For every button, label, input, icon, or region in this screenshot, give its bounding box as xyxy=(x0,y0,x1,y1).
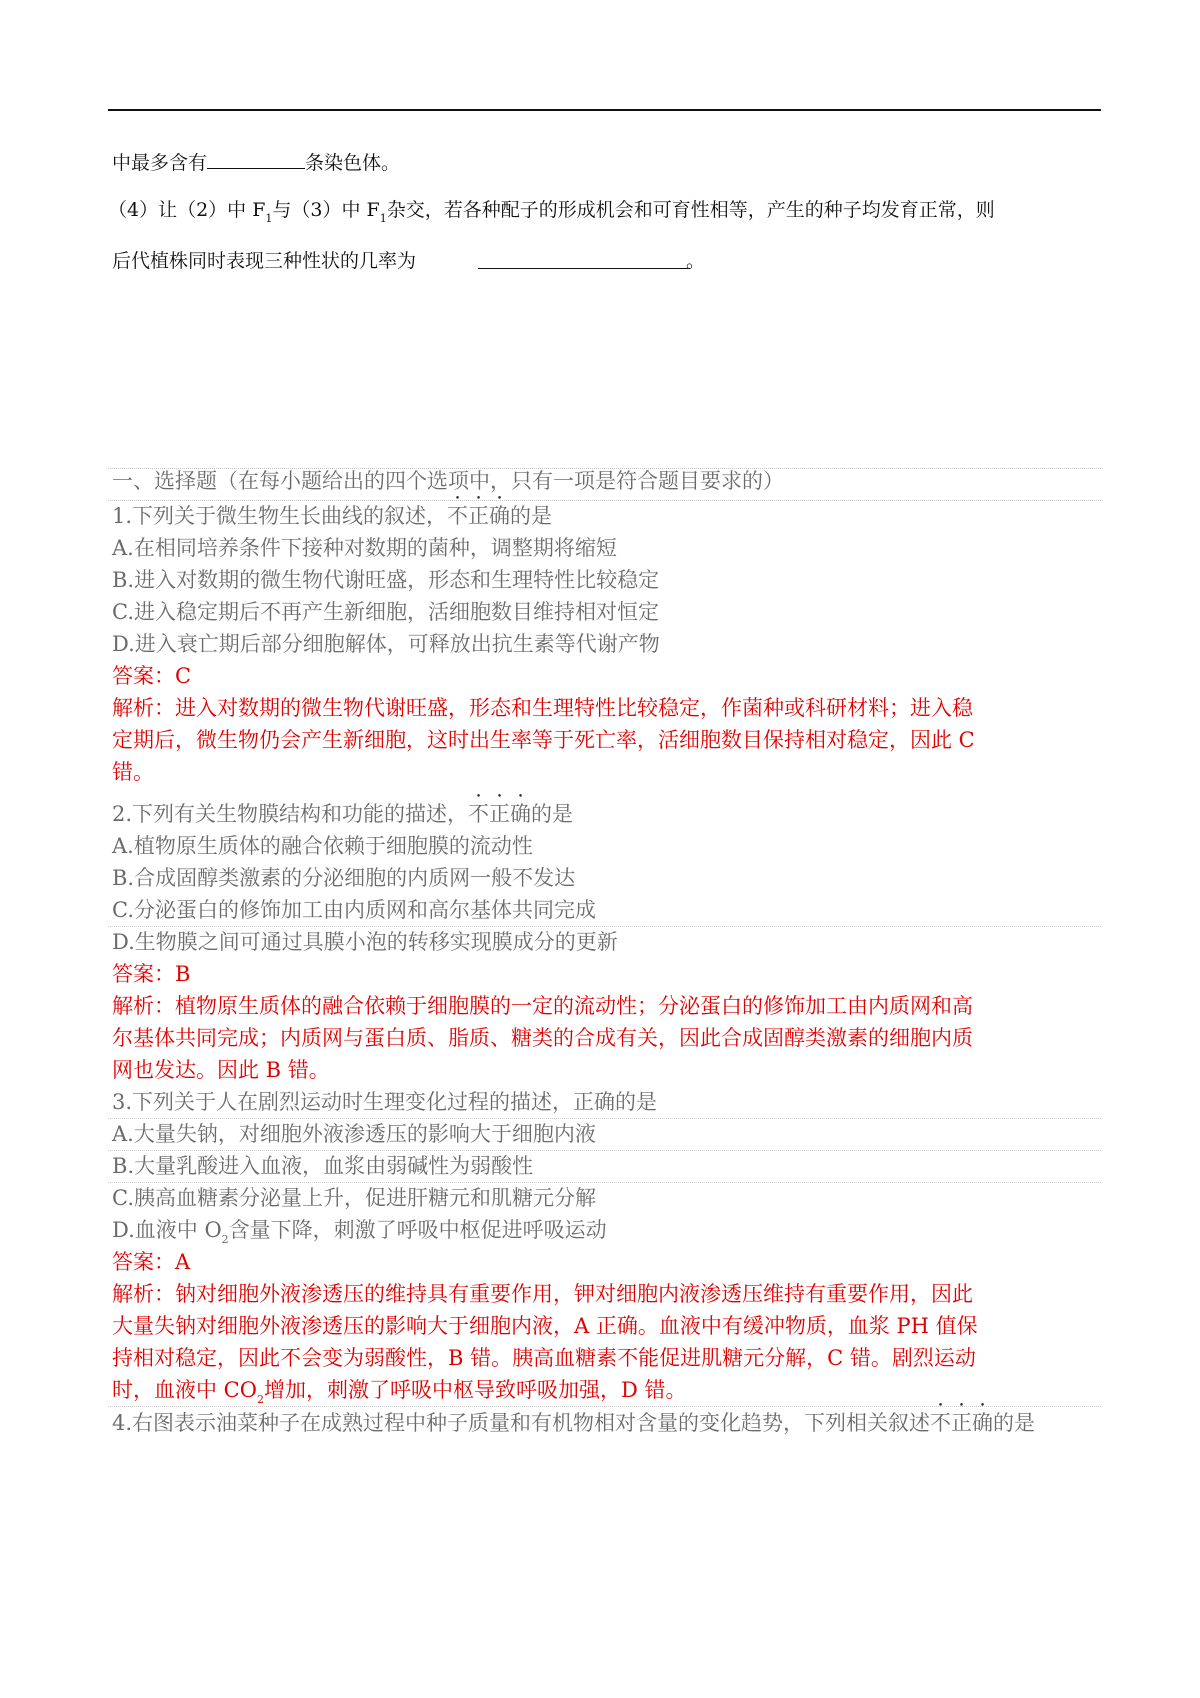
question-2-option-b: B.合成固醇类激素的分泌细胞的内质网一般不发达 xyxy=(112,866,576,890)
analysis-text: 增加，刺激了呼吸中枢导致呼吸加强，D 错。 xyxy=(263,1378,687,1402)
fragment-text: （4）让（2）中 F xyxy=(108,199,266,221)
question-3-analysis-line: 大量失钠对细胞外液渗透压的影响大于细胞内液，A 正确。血液中有缓冲物质，血浆 PH 值保 xyxy=(112,1314,978,1338)
question-3-option-c: C.胰高血糖素分泌量上升，促进肝糖元和肌糖元分解 xyxy=(112,1186,596,1210)
analysis-text: 时，血液中 CO xyxy=(112,1378,257,1402)
question-1-analysis-line: 错。 xyxy=(112,760,154,784)
fragment-text: 杂交，若各种配子的形成机会和可育性相等，产生的种子均发育正常，则 xyxy=(386,199,995,221)
question-3-analysis-line: 持相对稳定，因此不会变为弱酸性，B 错。胰高血糖素不能促进肌糖元分解，C 错。剧烈运动 xyxy=(112,1346,976,1370)
question-3-analysis-line: 解析：钠对细胞外液渗透压的维持具有重要作用，钾对细胞内液渗透压维持有重要作用，因此 xyxy=(112,1282,973,1306)
question-1-option-b: B.进入对数期的微生物代谢旺盛，形态和生理特性比较稳定 xyxy=(112,568,660,592)
question-2-answer: 答案：B xyxy=(112,962,191,986)
option-text: 含量下降，刺激了呼吸中枢促进呼吸运动 xyxy=(228,1218,607,1242)
question-3-analysis-line xyxy=(112,1375,686,1409)
emphasis-char: 正 xyxy=(951,1411,973,1435)
option-text: D.血液中 O xyxy=(112,1218,222,1242)
fragment-text: 后代植株同时表现三种性状的几率为 xyxy=(112,250,417,272)
question-1-option-d: D.进入衰亡期后部分细胞解体，可释放出抗生素等代谢产物 xyxy=(112,632,660,656)
question-1-stem xyxy=(112,501,552,531)
fragment-line-1 xyxy=(112,150,400,176)
question-2-stem xyxy=(112,799,573,829)
emphasis-char: 不 xyxy=(468,802,490,826)
emphasis-char: 正 xyxy=(489,802,511,826)
emphasis-char: 确 xyxy=(972,1411,994,1435)
question-3-option-a: A.大量失钠，对细胞外液渗透压的影响大于细胞内液 xyxy=(112,1122,596,1146)
question-3-stem: 3.下列关于人在剧烈运动时生理变化过程的描述，正确的是 xyxy=(112,1090,658,1114)
emphasis-char: 正 xyxy=(468,504,490,528)
stem-text: 的是 xyxy=(531,802,574,826)
question-4-stem xyxy=(112,1407,1100,1439)
question-3-option-b: B.大量乳酸进入血液，血浆由弱碱性为弱酸性 xyxy=(112,1154,534,1178)
stem-text: 4.右图表示油菜种子在成熟过程中种子质量和有机物相对含量的变化趋势，下列相关叙述 xyxy=(112,1411,931,1435)
stem-text: 的是 xyxy=(510,504,553,528)
subscript: 1 xyxy=(379,212,387,225)
fragment-text: 。 xyxy=(686,250,706,272)
question-3-answer: 答案：A xyxy=(112,1250,191,1274)
fragment-text: 与（3）中 F xyxy=(272,199,380,221)
stem-text: 1.下列关于微生物生长曲线的叙述， xyxy=(112,504,448,528)
question-2-option-d: D.生物膜之间可通过具膜小泡的转移实现膜成分的更新 xyxy=(112,930,618,954)
emphasis-char: 不 xyxy=(447,504,469,528)
answer-blank xyxy=(207,150,305,169)
subscript: 2 xyxy=(256,1393,264,1406)
emphasis-char: 确 xyxy=(489,504,511,528)
question-1-analysis-line: 解析：进入对数期的微生物代谢旺盛，形态和生理特性比较稳定，作菌种或科研材料；进入稳 xyxy=(112,696,973,720)
question-1-analysis-line: 定期后，微生物仍会产生新细胞，这时出生率等于死亡率，活细胞数目保持相对稳定，因此 C xyxy=(112,728,975,752)
fragment-q4-line-2 xyxy=(112,248,416,274)
section-title: 一、选择题（在每小题给出的四个选项中，只有一项是符合题目要求的） xyxy=(112,469,784,493)
stem-text: 2.下列有关生物膜结构和功能的描述， xyxy=(112,802,469,826)
fragment-q4-line-1 xyxy=(108,197,995,226)
question-1-option-a: A.在相同培养条件下接种对数期的菌种，调整期将缩短 xyxy=(112,536,617,560)
question-2-analysis-line: 网也发达。因此 B 错。 xyxy=(112,1058,330,1082)
question-2-option-c: C.分泌蛋白的修饰加工由内质网和高尔基体共同完成 xyxy=(112,898,596,922)
question-1-answer: 答案：C xyxy=(112,664,192,688)
stem-text: 的是 xyxy=(993,1411,1036,1435)
header-rule xyxy=(108,109,1101,111)
emphasis-char: 确 xyxy=(510,802,532,826)
subscript: 2 xyxy=(221,1233,229,1246)
question-1-option-c: C.进入稳定期后不再产生新细胞，活细胞数目维持相对恒定 xyxy=(112,600,659,624)
emphasis-char: 不 xyxy=(930,1411,952,1435)
question-3-option-d xyxy=(112,1215,607,1249)
fragment-text: 中最多含有 xyxy=(112,152,208,174)
question-2-analysis-line: 尔基体共同完成；内质网与蛋白质、脂质、糖类的合成有关，因此合成固醇类激素的细胞内质 xyxy=(112,1026,973,1050)
fragment-q4-blank xyxy=(478,248,706,276)
subscript: 1 xyxy=(265,212,273,225)
question-2-option-a: A.植物原生质体的融合依赖于细胞膜的流动性 xyxy=(112,834,533,858)
question-2-analysis-line: 解析：植物原生质体的融合依赖于细胞膜的一定的流动性；分泌蛋白的修饰加工由内质网和高 xyxy=(112,994,973,1018)
fragment-text: 条染色体。 xyxy=(305,152,401,174)
answer-blank xyxy=(478,248,706,272)
